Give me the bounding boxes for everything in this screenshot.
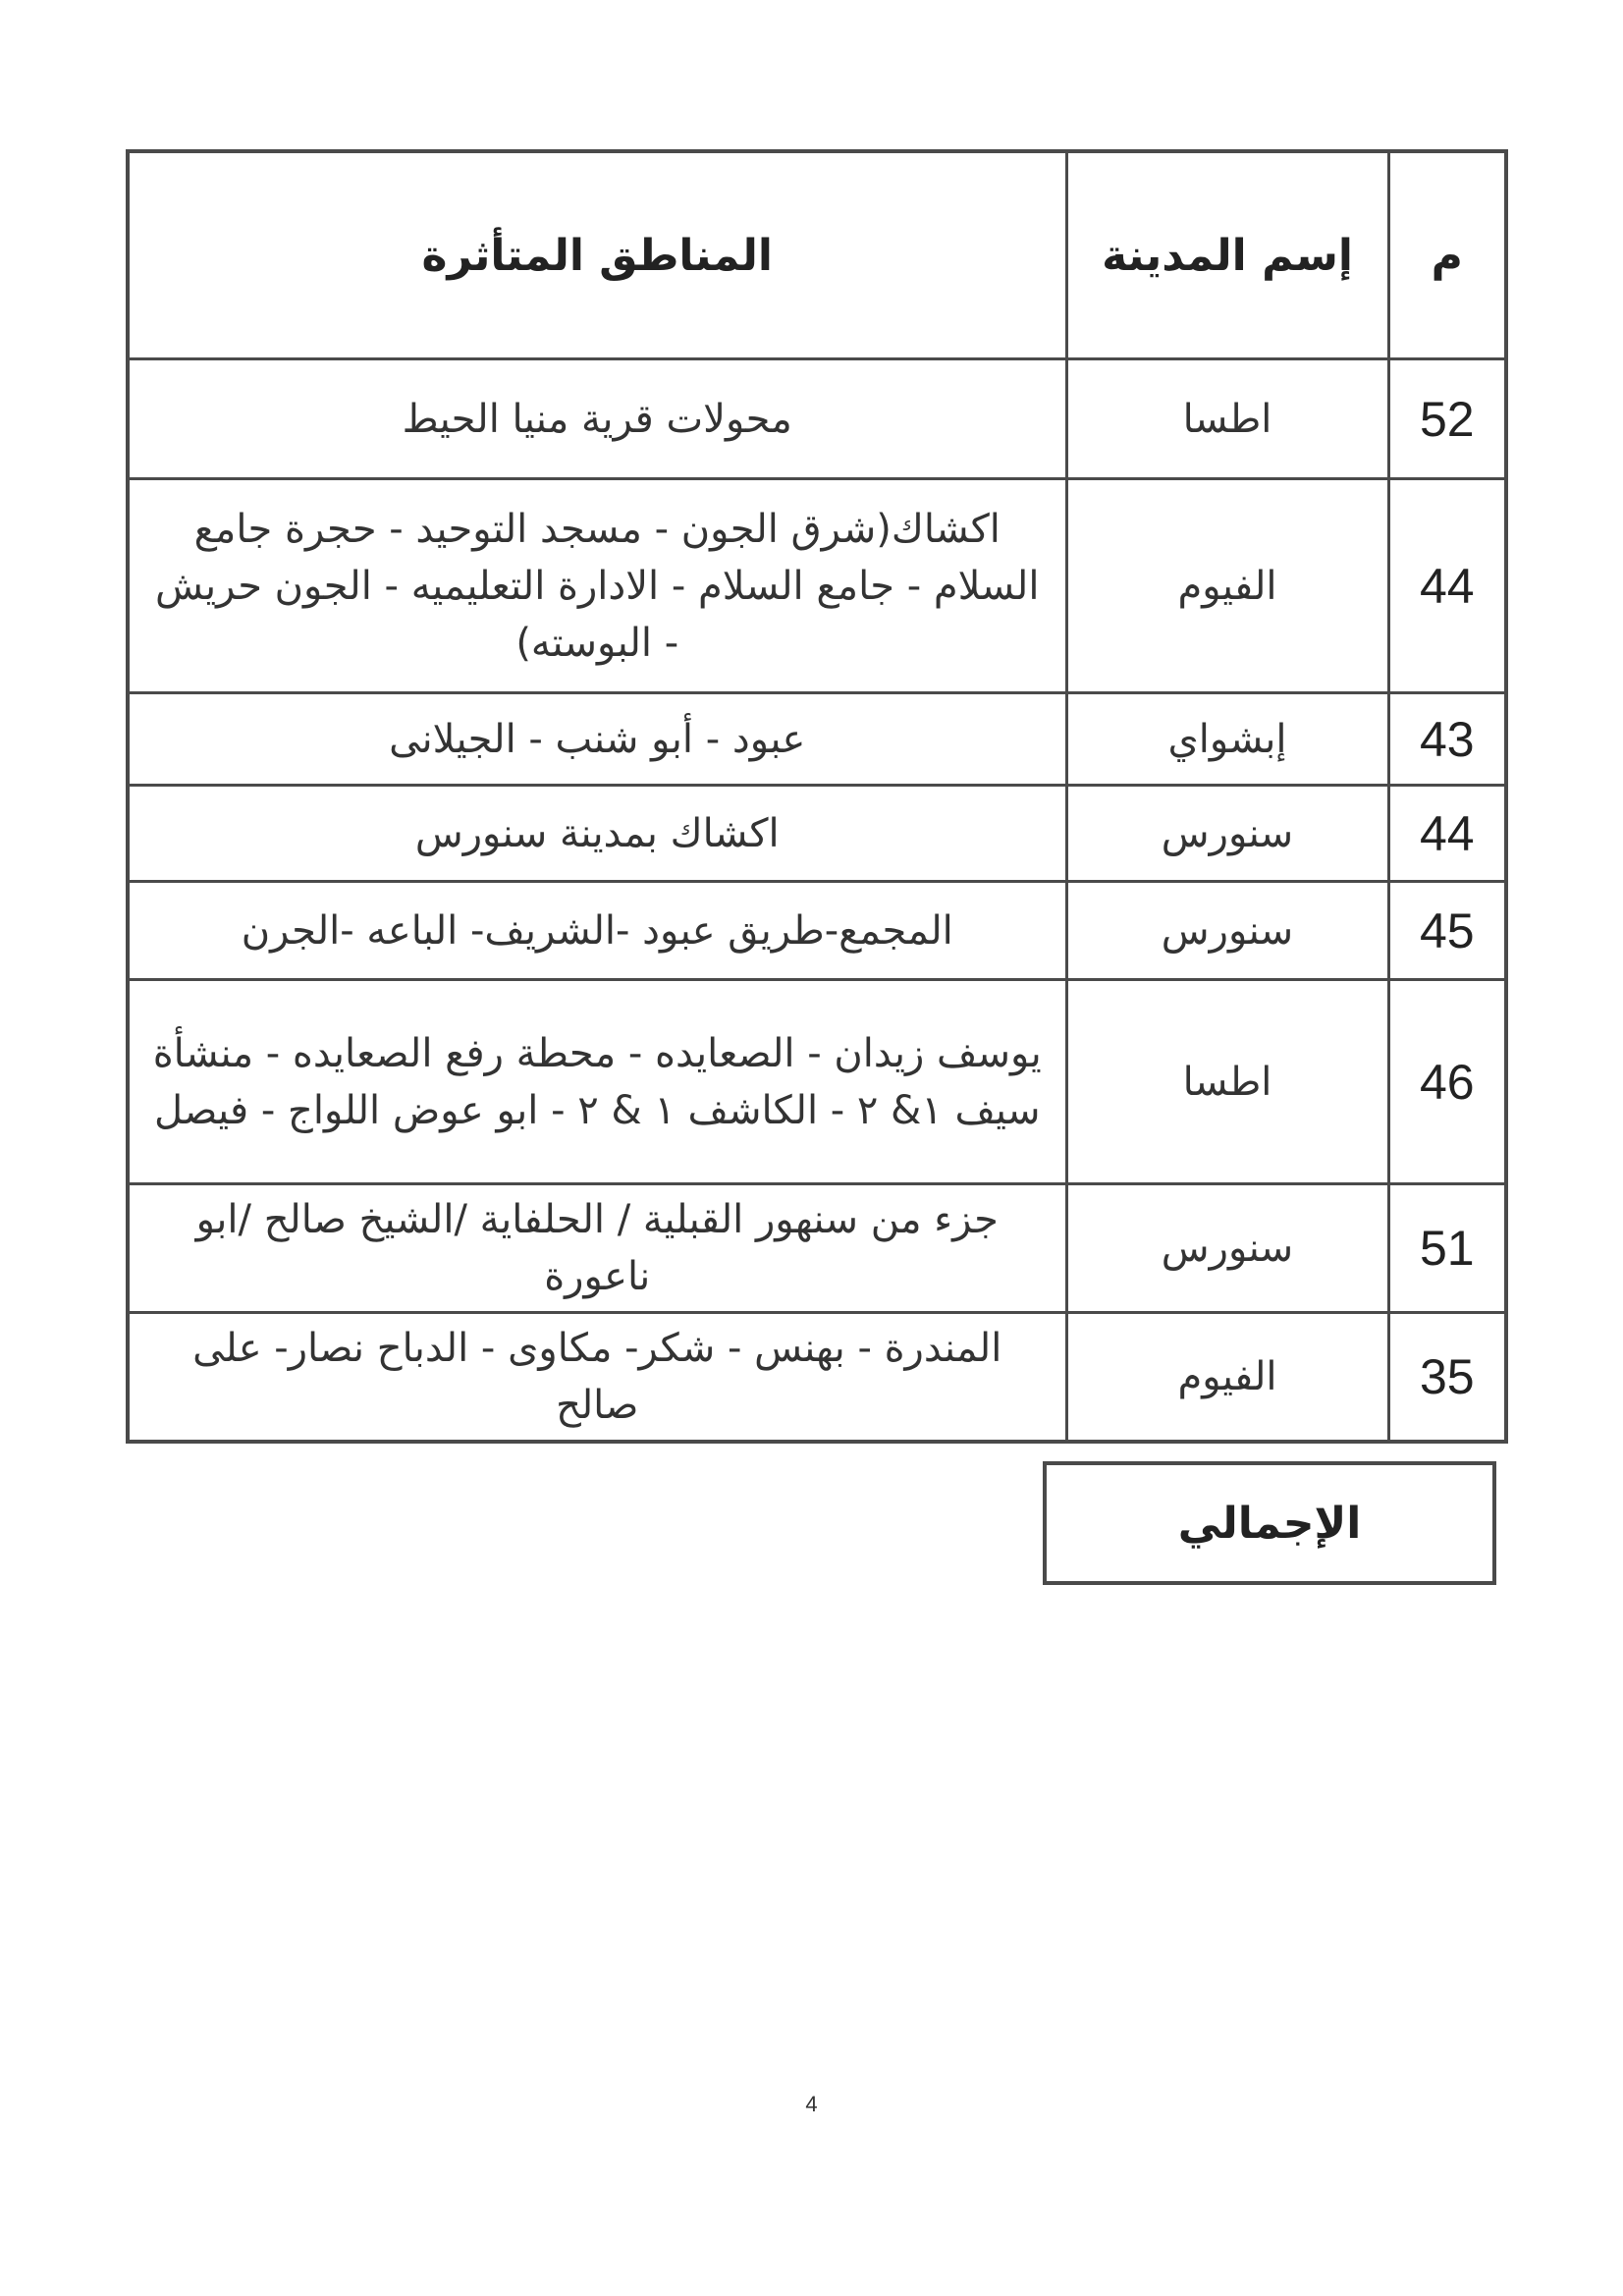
row-areas: اكشاك(شرق الجون - مسجد التوحيد - حجرة جامع السلام - جامع السلام - الادارة التعليميه - الجون حريش - البوسته) [128,479,1066,693]
row-areas: اكشاك بمدينة سنورس [128,786,1066,882]
table-row [128,1313,1506,1443]
table-row [128,882,1506,980]
row-areas: يوسف زيدان - الصعايده - محطة رفع الصعايده - منشأة سيف ١& ٢ - الكاشف ١ & ٢ - ابو عوض اللواج - فيصل [128,980,1066,1184]
table-header-row [128,151,1506,359]
row-city: سنورس [1066,1184,1388,1313]
table-row [128,980,1506,1184]
header-num: م [1388,151,1506,359]
row-city: اطسا [1066,359,1388,479]
row-num: 51 [1388,1184,1506,1313]
row-num: 45 [1388,882,1506,980]
table-row [128,359,1506,479]
row-num: 46 [1388,980,1506,1184]
row-city: إبشواي [1066,693,1388,786]
row-city: سنورس [1066,882,1388,980]
row-areas: عبود - أبو شنب - الجيلانى [128,693,1066,786]
page-number: 4 [805,2092,818,2116]
header-areas: المناطق المتأثرة [128,151,1066,359]
row-areas: المندرة - بهنس - شكر- مكاوى - الدباح نصار- على صالح [128,1313,1066,1443]
affected-areas-table [126,149,1508,1444]
row-num: 44 [1388,786,1506,882]
total-box [1043,1461,1496,1585]
header-city: إسم المدينة [1066,151,1388,359]
table-row [128,786,1506,882]
row-city: اطسا [1066,980,1388,1184]
table-row [128,1184,1506,1313]
row-num: 35 [1388,1313,1506,1443]
row-num: 44 [1388,479,1506,693]
table-row [128,693,1506,786]
row-city: سنورس [1066,786,1388,882]
row-areas: جزء من سنهور القبلية / الحلفاية /الشيخ صالح /ابو ناعورة [128,1184,1066,1313]
row-areas: محولات قرية منيا الحيط [128,359,1066,479]
total-label: الإجمالي [1177,1498,1362,1549]
table-row [128,479,1506,693]
row-city: الفيوم [1066,1313,1388,1443]
row-areas: المجمع-طريق عبود -الشريف- الباعه -الجرن [128,882,1066,980]
row-num: 43 [1388,693,1506,786]
row-city: الفيوم [1066,479,1388,693]
row-num: 52 [1388,359,1506,479]
